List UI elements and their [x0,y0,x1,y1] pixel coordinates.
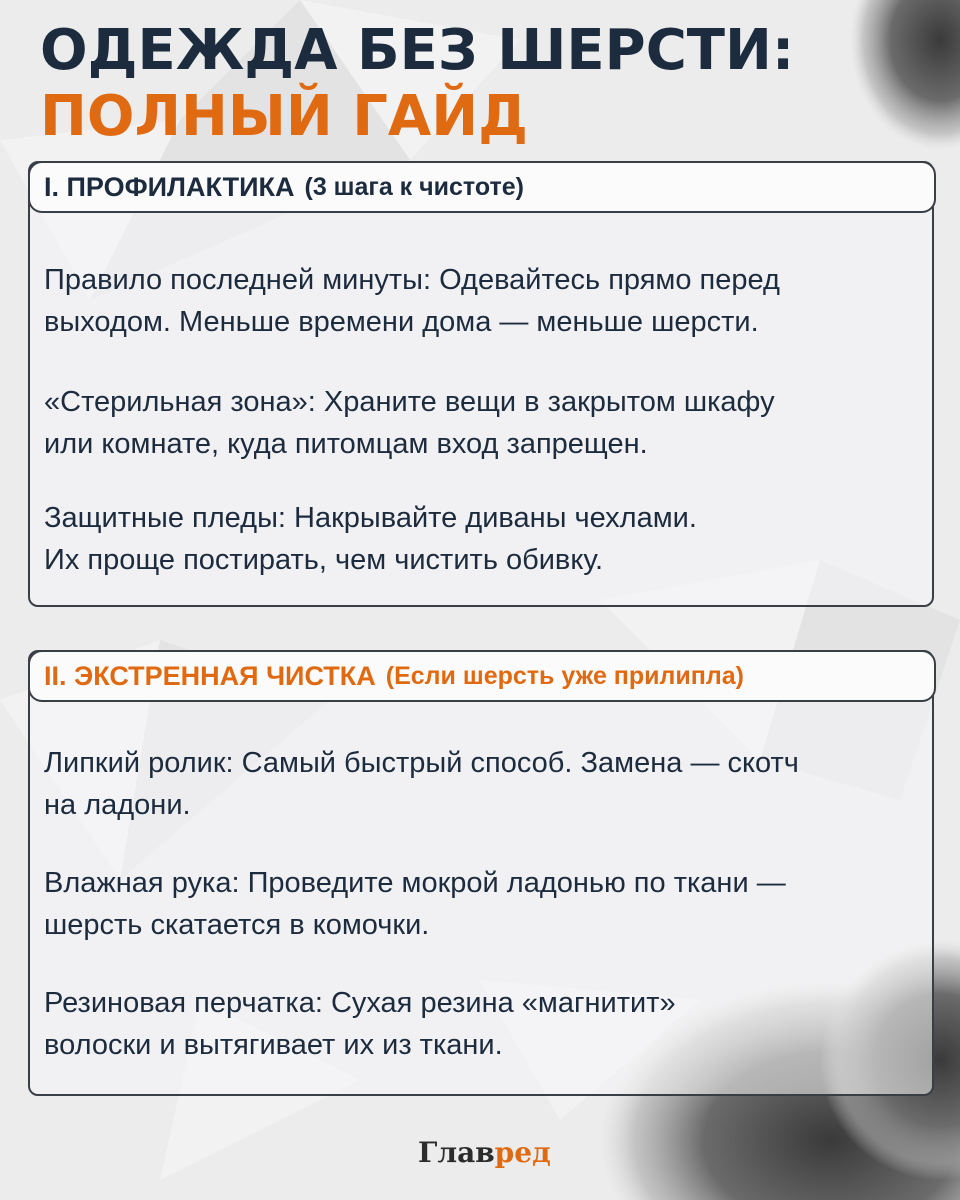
item-line: Влажная рука: Проведите мокрой ладонью по ткани — [44,867,786,899]
section-subheading: (Если шерсть уже прилипла) [385,661,744,690]
item-line: шерсть скатается в комочки. [44,909,430,941]
title-line-1: ОДЕЖДА БЕЗ ШЕРСТИ: [40,18,795,83]
section-prevention [28,161,934,607]
section-subheading: (3 шага к чистоте) [304,172,524,201]
section-heading-label: I. ПРОФИЛАКТИКА [44,171,295,202]
item-line: или комнате, куда питомцам вход запрещен. [44,428,648,460]
title-line-2: ПОЛНЫЙ ГАЙД [40,84,529,149]
item-line: на ладони. [44,789,191,821]
logo-part-1: Глав [418,1136,495,1169]
logo-part-2: ред [494,1136,551,1169]
brand-logo [418,1136,551,1169]
section-heading [28,650,936,702]
list-item [44,742,918,826]
list-item [44,982,918,1066]
item-line: волоски и вытягивает их из ткани. [44,1029,503,1061]
item-line: Правило последней минуты: Одевайтесь прямо перед [44,264,780,296]
item-line: выходом. Меньше времени дома — меньше шерсти. [44,306,759,338]
list-item [44,259,918,343]
list-item [44,862,918,946]
section-heading-label: II. ЭКСТРЕННАЯ ЧИСТКА [44,660,376,691]
page-title [40,18,794,150]
item-line: Их проще постирать, чем чистить обивку. [44,544,604,576]
item-line: Липкий ролик: Самый быстрый способ. Замена — скотч [44,747,799,779]
item-line: Резиновая перчатка: Сухая резина «магнитит» [44,987,676,1019]
section-heading [28,161,936,213]
list-item [44,497,918,581]
item-line: «Стерильная зона»: Храните вещи в закрытом шкафу [44,386,775,418]
list-item [44,381,918,465]
fur-top-right [850,0,960,150]
item-line: Защитные пледы: Накрывайте диваны чехлами. [44,502,697,534]
section-emergency-cleaning [28,650,934,1096]
